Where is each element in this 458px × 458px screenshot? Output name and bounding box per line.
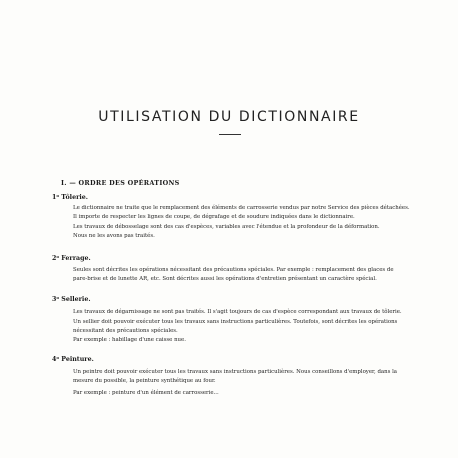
ordinal-mark: o	[56, 355, 60, 360]
subsection-title: Ferrage.	[61, 255, 91, 262]
subsection-title: Sellerie.	[61, 296, 91, 303]
paragraph-line: Seules sont décrites les opérations nécessitant des précautions spéciales. Par exemple : remplacement des glaces de	[73, 267, 394, 273]
subsection-number: 1	[52, 194, 57, 201]
paragraph-line: Un sellier doit pouvoir exécuter tous les travaux sans instructions particulières. Toutefois, sont décrites les opérations	[73, 319, 398, 325]
paragraph-line: Par exemple : habillage d'une caisse nue.	[73, 337, 186, 343]
paragraph-line: mesure du possible, la peinture synthétique au four.	[73, 378, 216, 384]
subsection-title: Tôlerie.	[61, 194, 88, 201]
subsection-heading-ferrage	[52, 254, 91, 262]
subsection-heading-tolerie	[52, 193, 88, 201]
subsection-number: 4	[52, 356, 57, 363]
title-underline-rule	[219, 134, 241, 135]
ordinal-mark: o	[56, 295, 60, 300]
paragraph-line: Par exemple : peinture d'un élément de carrosserie...	[73, 390, 219, 396]
subsection-title: Peinture.	[61, 356, 94, 363]
paragraph-line: pare-brise et de lunette AR, etc. Sont décrites aussi les opérations d'entretien présentant un caractère spécial.	[73, 276, 377, 282]
page-title: UTILISATION DU DICTIONNAIRE	[98, 109, 360, 125]
section-heading-ordre-des-operations: I. — ORDRE DES OPÉRATIONS	[61, 179, 180, 187]
paragraph-line: Il importe de respecter les lignes de coupe, de dégrafage et de soudure indiquées dans le dictionnaire.	[73, 214, 355, 220]
ordinal-mark: o	[56, 193, 60, 198]
paragraph-line: Nous ne les avons pas traités.	[73, 233, 155, 239]
paragraph-line: Les travaux de dégarnissage ne sont pas traités. Il s'agit toujours de cas d'espèce correspondant aux travaux de tôlerie.	[73, 309, 402, 315]
paragraph-line: Le dictionnaire ne traite que le remplacement des éléments de carrosserie vendus par notre Service des pièces détachées.	[73, 205, 410, 211]
subsection-heading-peinture	[52, 355, 94, 363]
ordinal-mark: o	[56, 254, 60, 259]
paragraph-line: nécessitant des précautions spéciales.	[73, 328, 178, 334]
paragraph-line: Les travaux de débosselage sont des cas d'espèces, variables avec l'étendue et la profondeur de la déformation.	[73, 224, 380, 230]
subsection-heading-sellerie	[52, 295, 91, 303]
subsection-number: 3	[52, 296, 57, 303]
paragraph-line: Un peintre doit pouvoir exécuter tous les travaux sans instructions particulières. Nous conseillons d'employer, dans la	[73, 369, 398, 375]
subsection-number: 2	[52, 255, 57, 262]
